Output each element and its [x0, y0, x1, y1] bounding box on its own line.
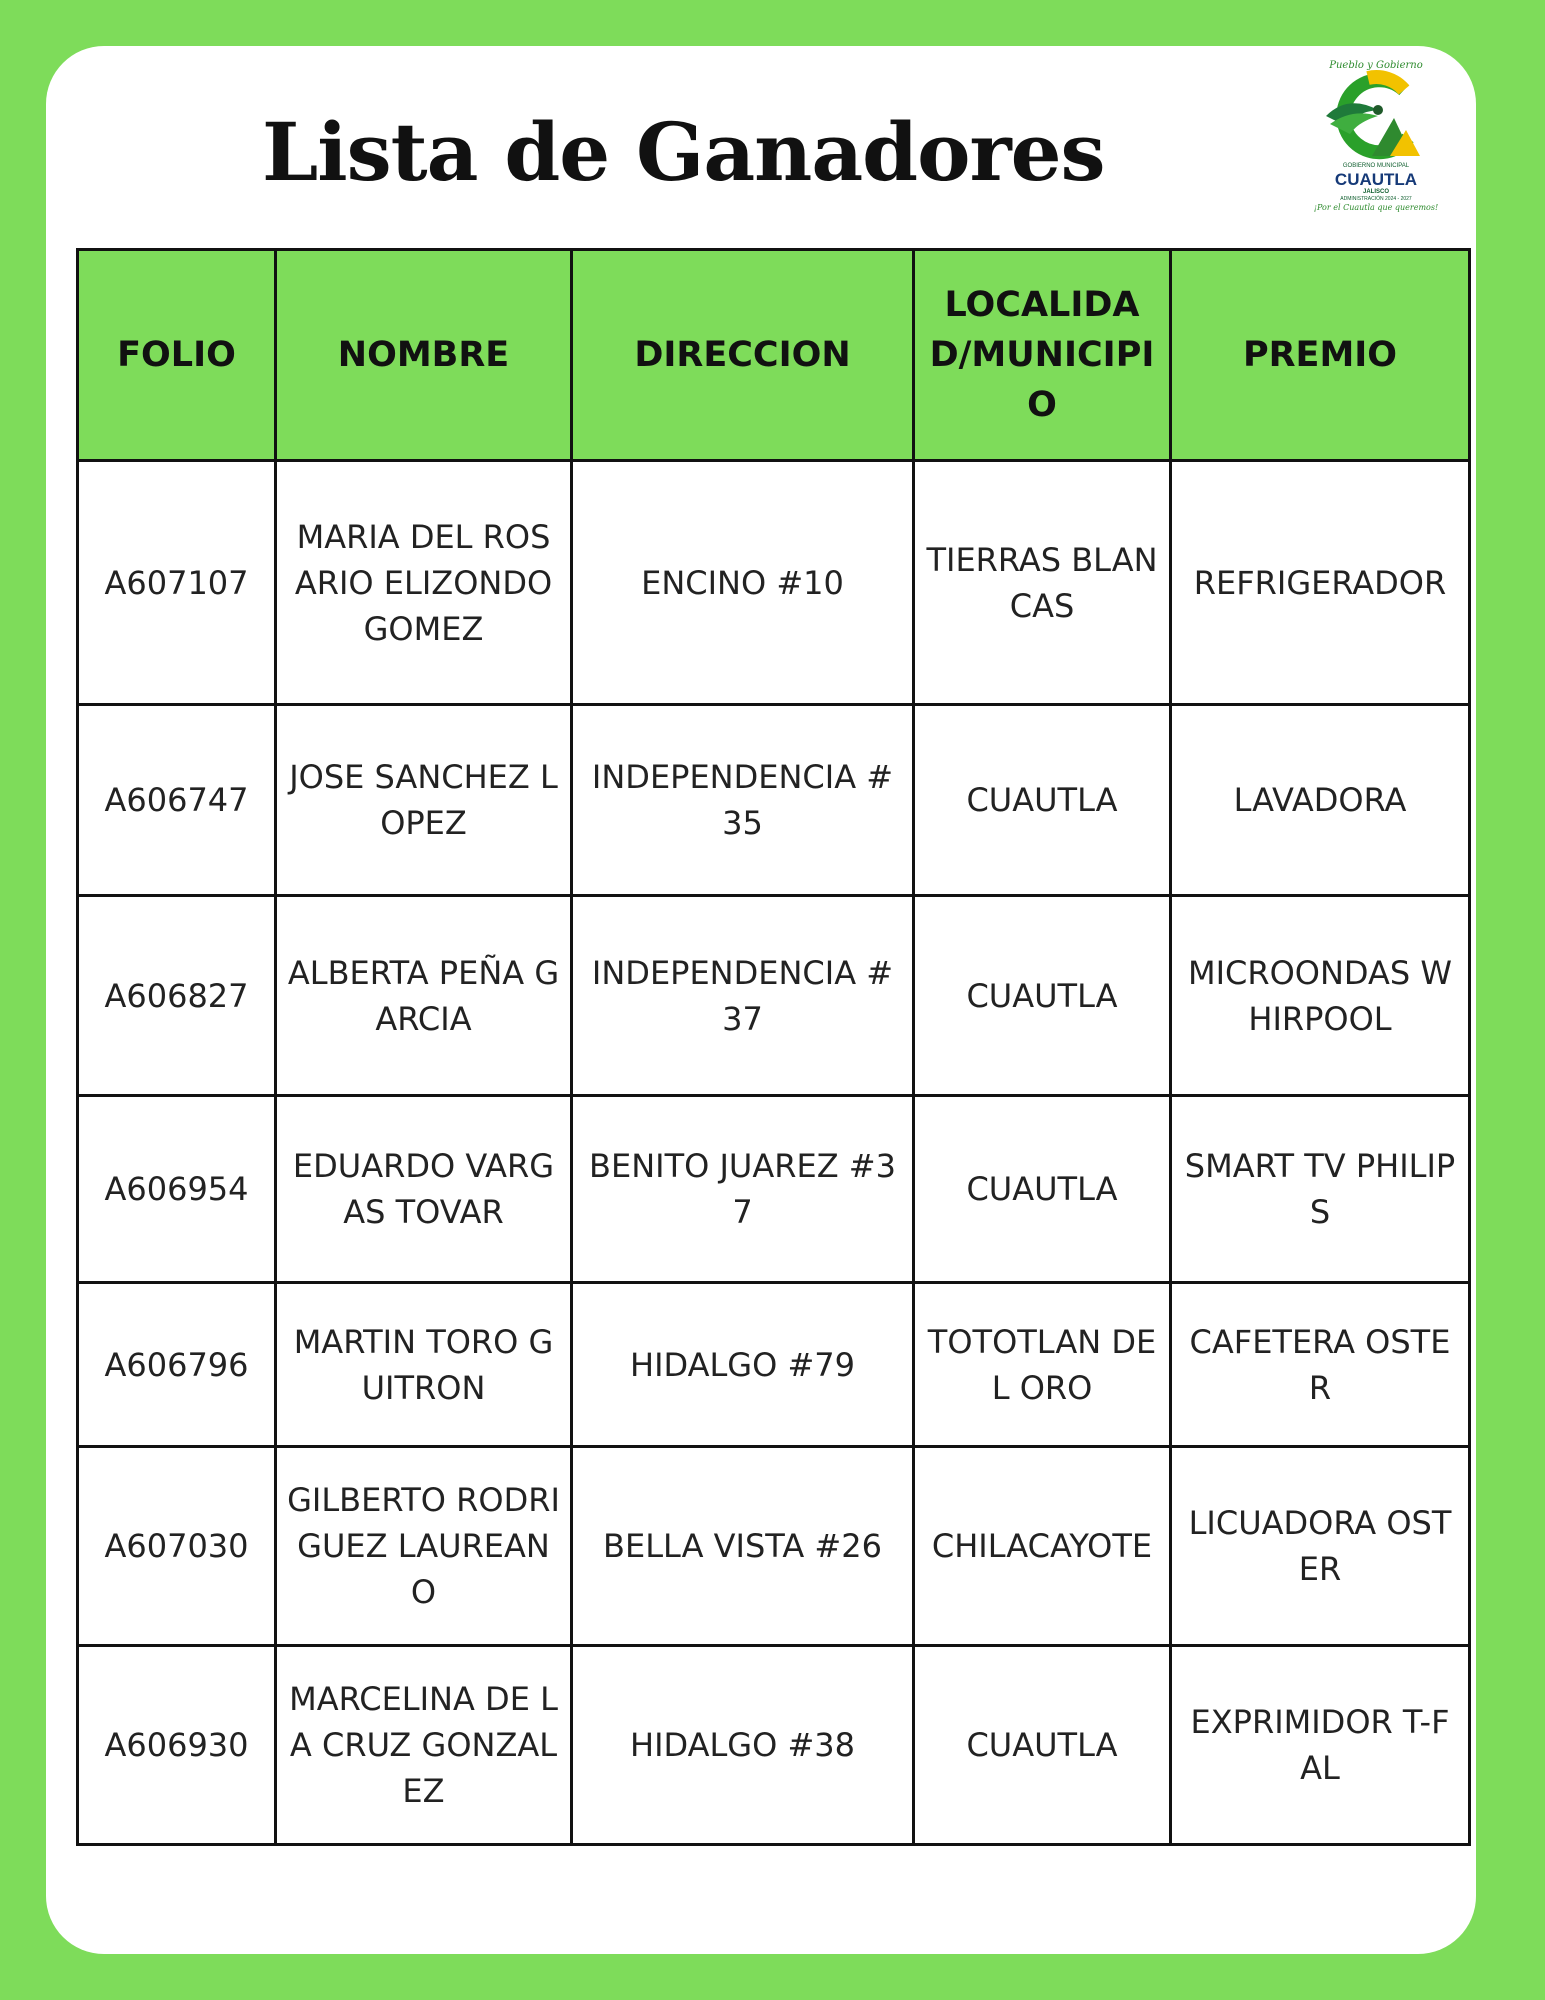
cell-folio: A606930: [78, 1646, 276, 1845]
cell-premio: LICUADORA OSTER: [1171, 1447, 1470, 1646]
table-header-row: [78, 250, 1470, 461]
table-row: [78, 1096, 1470, 1283]
cell-localidad: CUAUTLA: [914, 896, 1171, 1096]
cell-direccion: INDEPENDENCIA #37: [572, 896, 914, 1096]
cell-direccion: BENITO JUAREZ #37: [572, 1096, 914, 1283]
cell-localidad: TOTOTLAN DEL ORO: [914, 1283, 1171, 1447]
cell-nombre: MARTIN TORO GUITRON: [276, 1283, 572, 1447]
cell-localidad: CHILACAYOTE: [914, 1447, 1171, 1646]
cell-nombre: ALBERTA PEÑA GARCIA: [276, 896, 572, 1096]
logo-administration: ADMINISTRACIÓN 2024 - 2027: [1340, 196, 1412, 202]
cell-nombre: MARIA DEL ROSARIO ELIZONDO GOMEZ: [276, 461, 572, 705]
header-localidad: LOCALIDAD/MUNICIPIO: [914, 250, 1171, 461]
cell-direccion: INDEPENDENCIA #35: [572, 705, 914, 896]
logo-name: CUAUTLA: [1334, 170, 1418, 189]
cell-premio: LAVADORA: [1171, 705, 1470, 896]
page-title: Lista de Ganadores: [262, 105, 1105, 199]
header-premio: PREMIO: [1171, 250, 1470, 461]
cuautla-logo: [1308, 60, 1444, 212]
eagle-emblem-icon: [1308, 60, 1444, 164]
cell-folio: A606954: [78, 1096, 276, 1283]
table-row: [78, 461, 1470, 705]
logo-state: JALISCO: [1362, 189, 1389, 195]
cell-premio: REFRIGERADOR: [1171, 461, 1470, 705]
cell-folio: A607107: [78, 461, 276, 705]
cell-localidad: CUAUTLA: [914, 1096, 1171, 1283]
cell-direccion: BELLA VISTA #26: [572, 1447, 914, 1646]
table-row: [78, 896, 1470, 1096]
header-folio: FOLIO: [78, 250, 276, 461]
logo-government: GOBIERNO MUNICIPAL: [1342, 163, 1410, 169]
cell-nombre: EDUARDO VARGAS TOVAR: [276, 1096, 572, 1283]
winners-table: [76, 248, 1471, 1846]
header-direccion: DIRECCION: [572, 250, 914, 461]
cell-direccion: HIDALGO #38: [572, 1646, 914, 1845]
cell-folio: A606747: [78, 705, 276, 896]
cell-nombre: MARCELINA DE LA CRUZ GONZALEZ: [276, 1646, 572, 1845]
cell-nombre: GILBERTO RODRIGUEZ LAUREANO: [276, 1447, 572, 1646]
cell-direccion: HIDALGO #79: [572, 1283, 914, 1447]
table-row: [78, 705, 1470, 896]
cell-nombre: JOSE SANCHEZ LOPEZ: [276, 705, 572, 896]
cell-premio: MICROONDAS WHIRPOOL: [1171, 896, 1470, 1096]
header-nombre: NOMBRE: [276, 250, 572, 461]
cell-folio: A607030: [78, 1447, 276, 1646]
cell-localidad: CUAUTLA: [914, 1646, 1171, 1845]
cell-premio: CAFETERA OSTER: [1171, 1283, 1470, 1447]
cell-localidad: TIERRAS BLANCAS: [914, 461, 1171, 705]
table-row: [78, 1646, 1470, 1845]
logo-motto: Pueblo y Gobierno: [1329, 60, 1423, 71]
table-row: [78, 1283, 1470, 1447]
cell-folio: A606827: [78, 896, 276, 1096]
cell-direccion: ENCINO #10: [572, 461, 914, 705]
table-row: [78, 1447, 1470, 1646]
cell-folio: A606796: [78, 1283, 276, 1447]
cell-premio: EXPRIMIDOR T-FAL: [1171, 1646, 1470, 1845]
logo-slogan: ¡Por el Cuautla que queremos!: [1313, 203, 1439, 212]
cell-localidad: CUAUTLA: [914, 705, 1171, 896]
cell-premio: SMART TV PHILIPS: [1171, 1096, 1470, 1283]
